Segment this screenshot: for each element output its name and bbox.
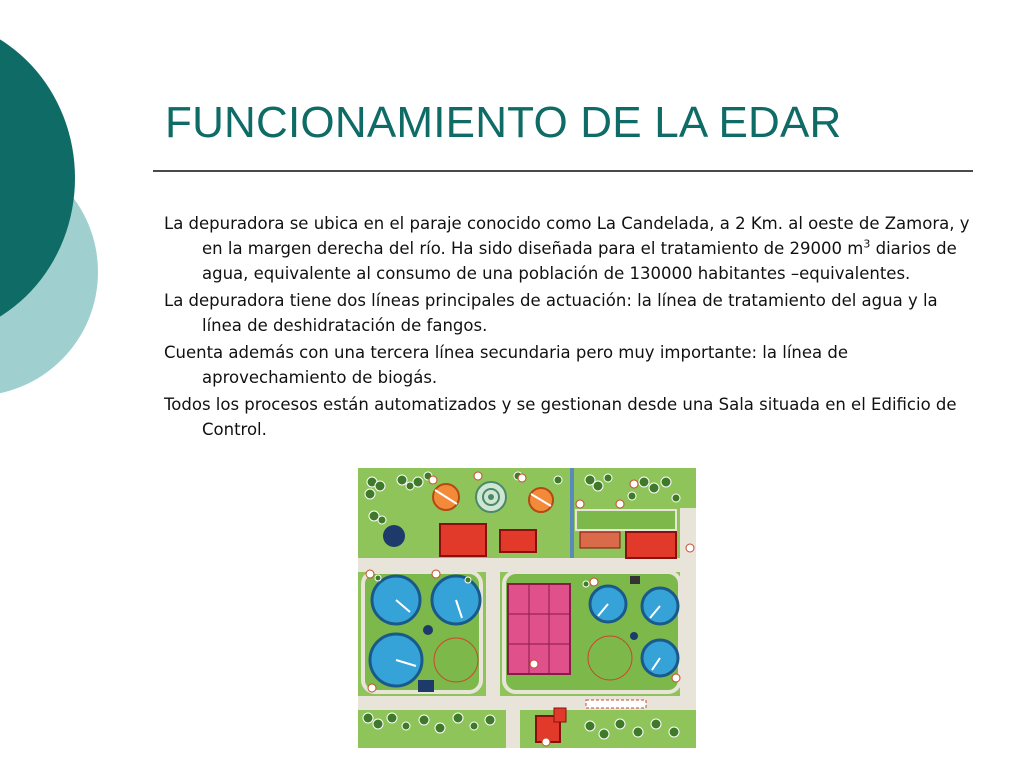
- paragraph-lines: La depuradora tiene dos líneas principales de actuación: la línea de tratamiento del agua y la línea de deshidratación de fangos.: [164, 291, 938, 335]
- paragraph-location: La depuradora se ubica en el paraje conocido como La Candelada, a 2 Km. al oeste de Zamora, y en la margen derecha del río. Ha sido diseñada para el tratamiento de 29000 $m^3$ diarios de agua, equivalente al consumo de una población de 130000 habitantes –equivalentes.: [164, 214, 970, 283]
- wastewater-plant-plan-image: [358, 468, 696, 748]
- paragraph-control: Todos los procesos están automatizados y se gestionan desde una Sala situada en el Edificio de Control.: [164, 395, 957, 439]
- title-divider: [153, 170, 973, 172]
- slide-title: FUNCIONAMIENTO DE LA EDAR: [165, 98, 842, 147]
- slide-body: [164, 211, 974, 444]
- paragraph-biogas: Cuenta además con una tercera línea secundaria pero muy importante: la línea de aprovechamiento de biogás.: [164, 343, 848, 387]
